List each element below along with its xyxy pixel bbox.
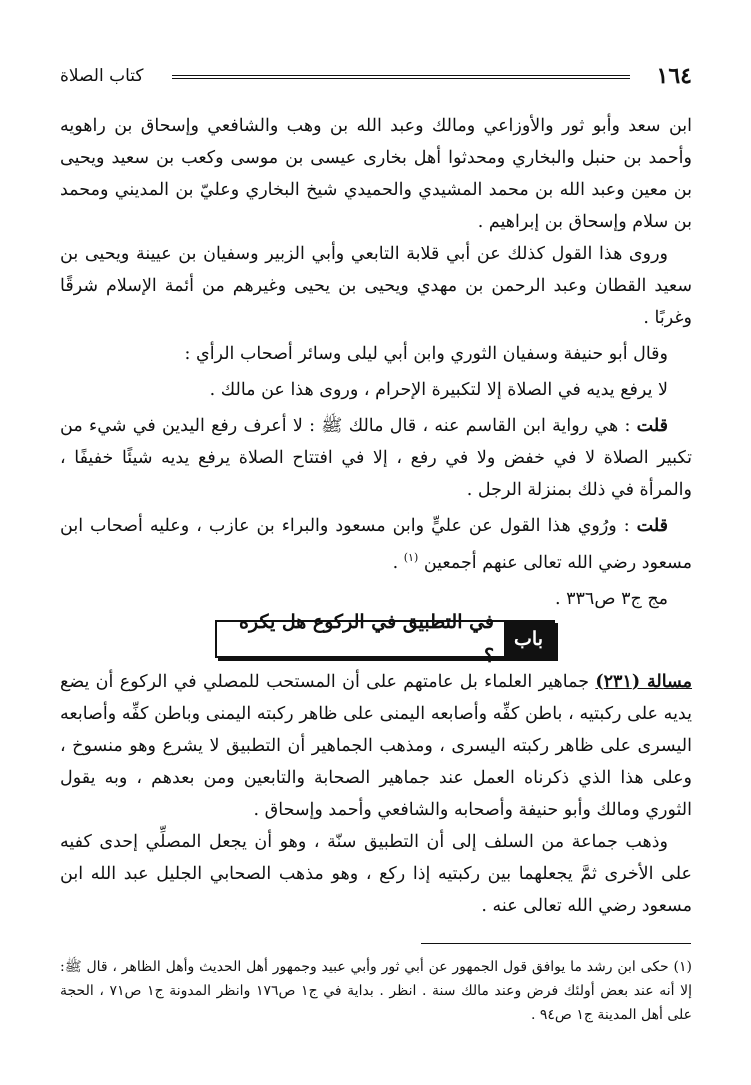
paragraph (60, 510, 692, 579)
book-title: كتاب الصلاة (60, 66, 144, 86)
paragraph: وقال أبو حنيفة وسفيان الثوري وابن أبي ليلى وسائر أصحاب الرأي : (184, 344, 668, 364)
paragraph: وذهب جماعة من السلف إلى أن التطبيق سنّة ، وهو أن يجعل المصلِّي إحدى كفيه على الأخرى ثمَّ يجعلهما بين ركبتيه إذا ركع ، وهو مذهب الصحابي الجليل عبد الله ابن مسعود رضي الله تعالى عنه . (60, 832, 692, 916)
paragraph: وروى هذا القول كذلك عن أبي قلابة التابعي وأبي الزبير وسفيان بن عيينة ويحيى بن سعيد القطان وعبد الرحمن بن مهدي ويحيى بن يحيى وغيرهم من أئمة الإسلام شرقًا وغربًا . (60, 244, 692, 328)
paragraph (60, 410, 692, 506)
paragraph-end: . (392, 552, 404, 573)
qultu-label: قلت (636, 516, 668, 536)
page-number: ١٦٤ (656, 63, 692, 89)
header-rule (172, 75, 630, 79)
footnote-rule (421, 943, 691, 944)
chapter-heading (215, 611, 555, 667)
footnote-text: (١) حكى ابن رشد ما يوافق قول الجمهور عن أبي ثور وأبي عبيد وجمهور أهل الحديث وأهل الظاهر ، قال ﷺ: إلا أنه عند بعض أولئك فرض وعند مالك سنة . انظر . بداية في ج١ ص١٧٦ وانظر المدونة ج١ ص٧١ ، الحجة على أهل المدينة ج١ ص٩٤ . (60, 959, 692, 1023)
issue-label: مسالة (٢٣١) (595, 672, 693, 692)
running-head (60, 62, 692, 92)
paragraph (60, 666, 692, 826)
paragraph-text: : هي رواية ابن القاسم عنه ، قال مالك ﷺ : لا أعرف رفع اليدين في شيء من تكبير الصلاة لا في خفض ولا في رفع ، إلا في افتتاح الصلاة يرفع يديه شيئًا خفيفًا ، والمرأة في ذلك بمنزلة الرجل . (60, 416, 692, 500)
paragraph-text: جماهير العلماء بل عامتهم على أن المستحب للمصلي في الركوع أن يضع يديه على ركبتيه ، باطن كفِّه وأصابعه اليمنى على ظاهر ركبته اليمنى وباطن كفِّه وأصابعه اليسرى على ظاهر ركبته اليسرى ، ومذهب الجماهير أن التطبيق لا يشرع وهو منسوخ ، وعلى هذا الذي ذكرناه العمل عند جماهير الصحابة والتابعين ومن بعدهم ، وبه يقول الثوري ومالك وأبو حنيفة وأصحابه والشافعي وأحمد وإسحاق . (60, 672, 692, 820)
paragraph: لا يرفع يديه في الصلاة إلا لتكبيرة الإحرام ، وروى هذا عن مالك . (209, 380, 668, 400)
chapter-title: في التطبيق في الركوع هل يكره ؟ (239, 611, 495, 667)
footnote (60, 955, 692, 1027)
main-text-lower (60, 666, 692, 922)
main-text-upper (60, 110, 692, 615)
paragraph-text: : ورُوي هذا القول عن عليٍّ وابن مسعود والبراء بن عازب ، وعليه أصحاب ابن مسعود رضي الله تعالى عنهم أجمعين (60, 516, 692, 573)
chapter-tag: باب (504, 622, 553, 656)
qultu-label: قلت (636, 416, 668, 436)
reference-line: مج ج٣ ص٣٣٦ . (554, 588, 668, 609)
paragraph: ابن سعد وأبو ثور والأوزاعي ومالك وعبد الله بن وهب والشافعي وإسحاق بن راهويه وأحمد بن حنبل والبخاري ومحدثوا أهل بخارى عيسى بن موسى وكعب بن سعيد ويحيى بن معين وعبد الله بن محمد المشيدي والحميدي شيخ البخاري وعليّ بن المديني ومحمد بن سلام وإسحاق بن إبراهيم . (60, 116, 692, 232)
footnote-marker: (١) (403, 551, 419, 564)
